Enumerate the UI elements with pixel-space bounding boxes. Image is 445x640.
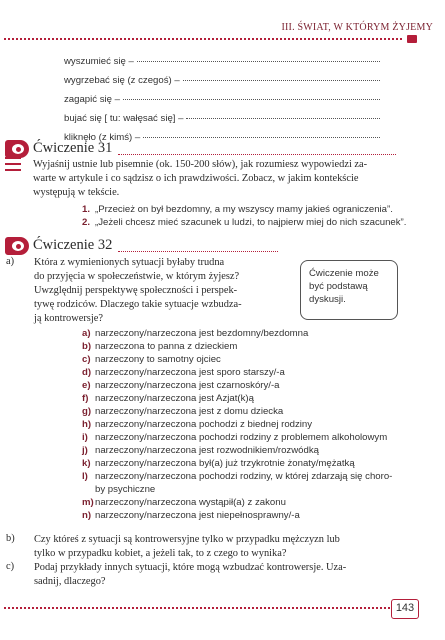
option-item (82, 327, 308, 340)
header-marker-square (407, 35, 417, 43)
instruction-line: występują w tekście. (33, 187, 120, 198)
question-line: tywę rodziców. Dlaczego takie sytuacje wzbudza- (34, 299, 242, 310)
option-item (82, 392, 254, 405)
option-item (82, 353, 221, 366)
answer-line[interactable] (183, 80, 380, 81)
question-line: Podaj przykłady innych sytuacji, które mogą wzbudzać kontrowersje. Uza- (34, 562, 347, 573)
answer-line[interactable] (143, 137, 380, 138)
option-letter: g) (82, 406, 92, 417)
option-text: by psychiczne (95, 484, 156, 495)
option-letter: c) (82, 354, 91, 365)
item-number: 1. (82, 204, 91, 215)
option-text: narzeczony/narzeczona był(a) już trzykrotnie żonaty/mężatką (95, 458, 355, 469)
option-letter: j) (82, 445, 88, 456)
question-c-text (34, 561, 346, 589)
option-text: narzeczony/narzeczona pochodzi rodziny, w której zdarzają się choro- (95, 471, 393, 482)
fill-in-row (64, 113, 380, 124)
question-letter: b) (6, 533, 15, 544)
option-letter: h) (82, 419, 92, 430)
fill-in-row (64, 56, 380, 67)
item-number: 2. (82, 217, 91, 228)
option-letter: n) (82, 510, 92, 521)
question-line: Uwzględnij perspektywę społeczności i perspek- (34, 285, 238, 296)
option-letter: e) (82, 380, 91, 391)
page-number-box (391, 599, 419, 619)
option-letter: d) (82, 367, 92, 378)
option-letter: b) (82, 341, 92, 352)
option-text: narzeczony/narzeczona jest sporo starszy/-a (95, 367, 285, 378)
option-item-continuation (82, 483, 155, 496)
note-text: Ćwiczenie może być podstawą dyskusji. (309, 268, 379, 305)
question-line: do przyjęcia w społeczeństwie, w którym żyjesz? (34, 271, 240, 282)
fill-in-term: bujać się [ tu: wałęsać się] – (64, 113, 184, 124)
fill-in-term: wyszumieć się – (64, 56, 134, 67)
option-letter: m) (82, 497, 94, 508)
quote-text: „Jeżeli chcesz mieć szacunek u ludzi, to najpierw miej do nich szacunek”. (95, 217, 407, 228)
fill-in-term: wygrzebać się (z czegoś) – (64, 75, 180, 86)
checklist-icon (5, 155, 21, 173)
option-text: narzeczony to samotny ojciec (95, 354, 221, 365)
option-item (82, 509, 300, 522)
option-item (82, 444, 319, 457)
question-a-text (34, 256, 242, 326)
option-item (82, 470, 392, 483)
option-letter: f) (82, 393, 89, 404)
option-text: narzeczony/narzeczona jest z domu dziecka (95, 406, 284, 417)
exercise-31-title: Ćwiczenie 31 (33, 140, 113, 156)
quote-item (82, 216, 406, 229)
fill-in-row (64, 94, 380, 105)
fill-in-term: kliknęło (z kimś) – (64, 132, 141, 143)
discussion-note-box (300, 260, 398, 320)
question-letter: c) (6, 561, 15, 572)
page-number: 143 (395, 602, 415, 614)
question-line: Która z wymienionych sytuacji byłaby trudna (34, 257, 225, 268)
exercise-32-dotted-rule (118, 251, 278, 252)
footer-dotted-rule (4, 607, 390, 609)
question-line: tylko w przypadku kobiet, a jeżeli tak, to z czego to wynika? (34, 548, 287, 559)
exercise-32-title: Ćwiczenie 32 (33, 237, 113, 253)
answer-line[interactable] (123, 99, 380, 100)
exercise-31-dotted-rule (118, 154, 396, 155)
option-text: narzeczony/narzeczona jest bezdomny/bezdomna (95, 328, 309, 339)
instruction-line: warte w artykule i co sądzisz o ich prawdziwości. Zobacz, w jakim kontekście (33, 173, 359, 184)
option-item (82, 496, 286, 509)
option-letter: a) (82, 328, 91, 339)
option-text: narzeczony/narzeczona jest czarnoskóry/-a (95, 380, 280, 391)
option-item (82, 457, 355, 470)
option-item (82, 418, 312, 431)
option-text: narzeczony/narzeczona wystąpił(a) z zakonu (95, 497, 286, 508)
option-item (82, 366, 285, 379)
option-text: narzeczony/narzeczona pochodzi z biednej rodziny (95, 419, 313, 430)
running-header: III. ŚWIAT, W KTÓRYM ŻYJEMY (281, 22, 433, 33)
option-text: narzeczony/narzeczona pochodzi rodziny z problemem alkoholowym (95, 432, 388, 443)
fill-in-row (64, 75, 380, 86)
option-text: narzeczony/narzeczona jest niepełnosprawny/-a (95, 510, 300, 521)
option-letter: k) (82, 458, 91, 469)
option-item (82, 340, 237, 353)
option-text: narzeczony/narzeczona jest rozwodnikiem/rozwódką (95, 445, 319, 456)
quote-text: „Przecież on był bezdomny, a my wszyscy mamy jakieś ograniczenia”. (95, 204, 393, 215)
question-letter: a) (6, 256, 15, 267)
option-item (82, 431, 387, 444)
question-line: Czy któreś z sytuacji są kontrowersyjne tylko w przypadku mężczyzn lub (34, 534, 340, 545)
instruction-line: Wyjaśnij ustnie lub pisemnie (ok. 150-200 słów), jak rozumiesz wypowiedzi za- (33, 159, 368, 170)
option-letter: l) (82, 471, 88, 482)
header-dotted-rule (4, 38, 402, 40)
answer-line[interactable] (186, 118, 380, 119)
fill-in-term: zagapić się – (64, 94, 120, 105)
option-text: narzeczony/narzeczona jest Azjat(k)ą (95, 393, 254, 404)
answer-line[interactable] (137, 61, 380, 62)
option-item (82, 405, 283, 418)
option-text: narzeczona to panna z dzieckiem (95, 341, 238, 352)
question-line: ją kontrowersje? (34, 313, 103, 324)
option-item (82, 379, 280, 392)
question-line: sadnij, dlaczego? (34, 576, 106, 587)
speech-bubble-icon (5, 237, 29, 255)
option-letter: i) (82, 432, 88, 443)
question-b-text (34, 533, 340, 561)
quote-item (82, 203, 393, 216)
exercise-31-instructions (33, 158, 367, 200)
